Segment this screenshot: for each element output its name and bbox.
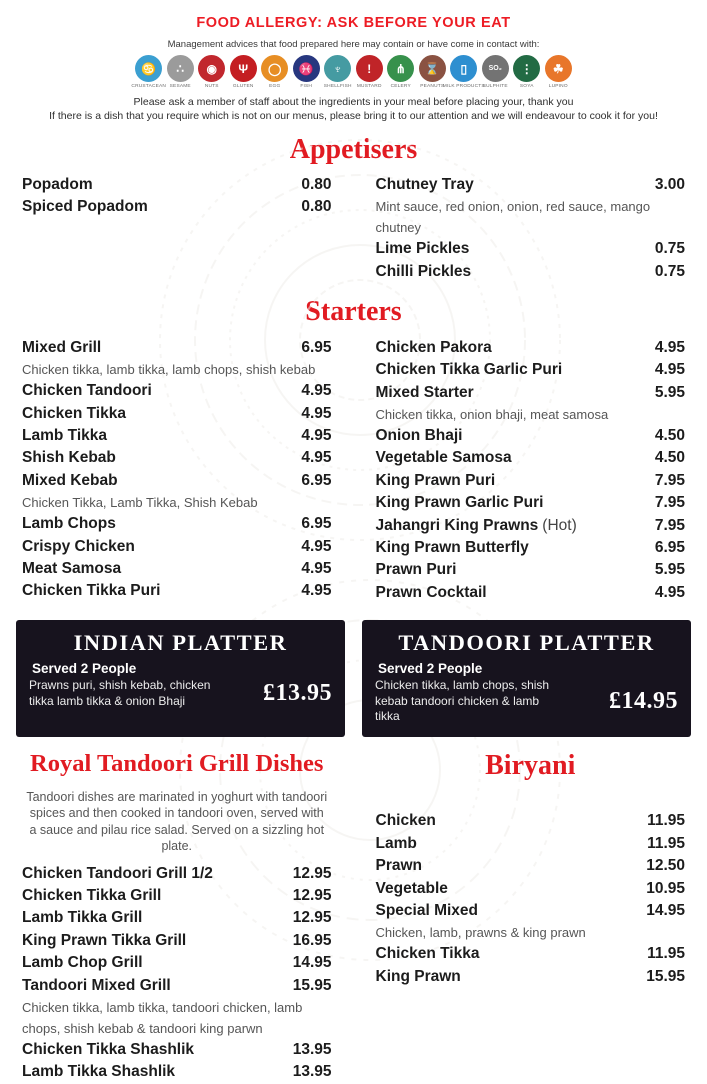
item-name: Lamb	[375, 834, 417, 852]
menu-item	[376, 492, 686, 514]
fish-icon: ♓	[293, 55, 320, 82]
item-name: Mixed Kebab	[22, 471, 118, 489]
menu-item	[376, 238, 686, 260]
menu-item	[376, 337, 686, 359]
allergen-row	[0, 55, 707, 89]
platter-price: £13.95	[263, 680, 332, 707]
allergen-label: CRUSTACEAN	[131, 84, 167, 89]
item-name: King Prawn Garlic Puri	[375, 494, 544, 512]
menu-item	[376, 470, 686, 492]
allergy-header	[0, 0, 707, 123]
item-price: 5.95	[654, 561, 685, 579]
menu-item	[22, 174, 332, 196]
item-price: 6.95	[654, 539, 685, 557]
allergen-label: SOYA	[519, 84, 534, 89]
item-name: Mixed Grill	[22, 338, 102, 356]
item-price: 4.95	[654, 361, 685, 379]
item-name: Lamb Tikka Shashlik	[22, 1063, 176, 1081]
crab-icon: ♋	[135, 55, 162, 82]
menu-item	[22, 930, 332, 952]
allergen-badge	[442, 55, 485, 89]
item-price: 3.00	[654, 175, 685, 193]
allergen-badge	[323, 55, 353, 89]
platter-served: Served 2 People	[378, 661, 483, 677]
sesame-icon: ∴	[167, 55, 194, 82]
allergen-label: MUSTARD	[356, 84, 382, 89]
soya-icon: ⋮	[513, 55, 540, 82]
item-name: Prawn	[375, 857, 423, 875]
allergy-note-2: If there is a dish that you require which is not on our menus, please bring it to our attention and we will endeavour to cook it for you!	[49, 109, 658, 122]
item-price: 4.95	[654, 583, 685, 601]
allergen-badge	[544, 55, 574, 89]
allergen-label: CELERY	[390, 84, 411, 89]
item-price: 12.50	[646, 857, 685, 875]
grill-section	[22, 751, 332, 1084]
menu-item	[22, 196, 332, 218]
item-price: 12.95	[292, 887, 332, 904]
platter-price: £14.95	[609, 687, 678, 714]
allergen-badge	[131, 55, 167, 89]
allergen-badge	[292, 55, 322, 89]
platter-box	[16, 620, 345, 736]
menu-item	[376, 425, 686, 447]
allergen-label: GLUTEN	[232, 84, 254, 89]
menu-item	[22, 580, 332, 602]
item-name: Lime Pickles	[375, 240, 470, 258]
item-name: Special Mixed	[375, 902, 479, 920]
item-name: Chicken Pakora	[375, 338, 492, 356]
menu-item	[376, 833, 686, 855]
allergy-notes	[0, 96, 707, 123]
item-name: Lamb Tikka Grill	[22, 909, 143, 927]
allergy-note-1: Please ask a member of staff about the ingredients in your meal before placing your, thank you	[133, 96, 574, 108]
peanut-icon: ⌛	[419, 55, 446, 82]
item-desc: Chicken tikka, onion bhaji, meat samosa	[375, 407, 609, 423]
allergen-label: FISH	[300, 84, 313, 89]
item-price: 6.95	[301, 515, 332, 533]
item-name: King Prawn Tikka Grill	[22, 931, 187, 949]
item-name: Vegetable	[375, 879, 448, 897]
item-name: Chilli Pickles	[375, 262, 472, 280]
item-desc: Chicken, lamb, prawns & king prawn	[375, 925, 586, 941]
allergen-label: EGG	[269, 84, 281, 89]
allergen-label: SULPHITE	[482, 84, 508, 89]
menu-item	[22, 975, 332, 1039]
allergen-badge	[355, 55, 385, 89]
menu-item	[22, 337, 332, 380]
menu-item	[376, 359, 686, 381]
allergen-label: LUPINO	[548, 84, 568, 89]
platter-title: INDIAN PLATTER	[73, 630, 288, 656]
item-price: 11.95	[647, 834, 685, 852]
item-desc: Chicken tikka, lamb tikka, lamb chops, shish kebab	[22, 362, 316, 378]
item-name: Shish Kebab	[22, 449, 116, 467]
platter-desc: Prawns puri, shish kebab, chicken tikka lamb tikka & onion Bhaji	[29, 678, 211, 708]
platter-boxes	[0, 620, 707, 736]
allergen-badge	[229, 55, 259, 89]
menu-item	[22, 447, 332, 469]
menu-item	[376, 855, 686, 877]
biryani-title: Biryani	[485, 749, 576, 781]
starters-right-column	[376, 337, 686, 604]
item-price: 0.75	[654, 262, 685, 280]
item-price: 5.95	[654, 383, 685, 401]
item-name: Meat Samosa	[22, 560, 122, 578]
allergen-badge	[260, 55, 290, 89]
sulphite-icon: SO₂	[482, 55, 509, 82]
item-name: Crispy Chicken	[22, 537, 135, 555]
item-name: Chicken Tikka Shashlik	[22, 1041, 195, 1059]
menu-item	[376, 515, 686, 537]
item-name: Chicken	[375, 812, 436, 830]
egg-icon: ◯	[261, 55, 288, 82]
menu-item	[22, 1039, 332, 1061]
allergen-label: SESAME	[169, 84, 191, 89]
item-price: 4.95	[301, 404, 332, 422]
allergen-badge	[166, 55, 196, 89]
shell-icon: ♆	[324, 55, 351, 82]
menu-item	[376, 559, 686, 581]
item-price: 13.95	[292, 1063, 332, 1081]
item-price: 12.95	[292, 909, 332, 927]
item-price: 6.95	[301, 338, 332, 356]
item-price: 7.95	[654, 516, 685, 534]
platter-served: Served 2 People	[32, 661, 137, 677]
item-desc: Chicken tikka, lamb tikka, tandoori chicken, lamb chops, shish kebab & tandoori king parwn	[22, 1000, 303, 1037]
menu-item	[22, 470, 332, 513]
item-price: 12.95	[292, 864, 332, 882]
item-name: King Prawn Butterfly	[375, 539, 529, 557]
item-name: Chicken Tikka	[22, 404, 126, 422]
menu-item	[22, 513, 332, 535]
menu-item	[22, 907, 332, 929]
lupin-icon: ☘	[545, 55, 572, 82]
item-price: 4.95	[301, 560, 332, 578]
celery-icon: ⋔	[387, 55, 414, 82]
item-price: 6.95	[301, 471, 332, 489]
item-price: 4.95	[301, 449, 332, 467]
item-price: 0.80	[301, 198, 332, 216]
item-name: Lamb Chop Grill	[22, 954, 143, 972]
allergen-badge	[197, 55, 227, 89]
biryani-section	[376, 751, 686, 1084]
item-price: 4.50	[654, 449, 685, 467]
menu-item	[376, 878, 686, 900]
item-name: Chutney Tray	[375, 175, 474, 193]
menu-item	[376, 382, 686, 425]
item-name: Onion Bhaji	[375, 427, 463, 445]
milk-bottle-icon: ▯	[450, 55, 477, 82]
nuts-icon: ◉	[198, 55, 225, 82]
item-name: Jahangri King Prawns	[375, 516, 539, 534]
item-price: 11.95	[647, 945, 685, 963]
allergy-title: FOOD ALLERGY: ASK BEFORE YOUR EAT	[196, 15, 511, 31]
menu-item	[22, 558, 332, 580]
item-name: Chicken Tandoori	[22, 382, 152, 400]
item-name: Lamb Chops	[22, 515, 116, 533]
item-price: 10.95	[646, 879, 685, 897]
item-name: Tandoori Mixed Grill	[22, 976, 171, 994]
item-note: (Hot)	[542, 516, 577, 534]
platter-box	[362, 620, 691, 736]
mustard-icon: !	[356, 55, 383, 82]
item-name: Chicken Tikka Garlic Puri	[375, 361, 563, 379]
menu-item	[376, 447, 686, 469]
allergen-badge	[386, 55, 416, 89]
item-price: 11.95	[647, 812, 685, 830]
grill-intro: Tandoori dishes are marinated in yoghurt with tandoori spices and then cooked in tandoori oven, served with a sauce and pilau rice salad. Served on a sizzling hot plate.	[26, 789, 328, 854]
item-price: 15.95	[646, 967, 685, 985]
biryani-list	[376, 810, 686, 988]
menu-item	[376, 900, 686, 943]
allergen-badge	[512, 55, 542, 89]
item-name: Chicken Tikka Puri	[22, 582, 161, 600]
item-price: 7.95	[654, 471, 685, 489]
item-price: 4.95	[301, 537, 332, 555]
item-price: 4.95	[301, 427, 332, 445]
wheat-icon: Ψ	[230, 55, 257, 82]
item-price: 7.95	[654, 494, 685, 512]
menu-item	[22, 380, 332, 402]
appetisers-left-column	[22, 174, 332, 283]
item-name: Vegetable Samosa	[375, 449, 512, 467]
allergen-label: NUTS	[204, 84, 219, 89]
menu-item	[22, 1061, 332, 1083]
menu-item	[22, 952, 332, 974]
item-desc: Mint sauce, red onion, onion, red sauce, mango chutney	[375, 199, 651, 236]
item-price: 15.95	[292, 976, 332, 994]
item-price: 0.80	[301, 175, 332, 193]
item-name: Lamb Tikka	[22, 427, 108, 445]
starters-left-column	[22, 337, 332, 604]
item-price: 4.95	[654, 338, 685, 356]
allergen-label: PEANUTS	[420, 84, 445, 89]
item-price: 4.95	[301, 382, 332, 400]
menu-item	[22, 885, 332, 907]
menu-item	[22, 403, 332, 425]
platter-title: TANDOORI PLATTER	[398, 630, 655, 656]
item-price: 16.95	[292, 931, 332, 949]
menu-item	[376, 810, 686, 832]
platter-desc: Chicken tikka, lamb chops, shish kebab tandoori chicken & lamb tikka	[375, 678, 550, 724]
appetisers-title: Appetisers	[289, 134, 418, 165]
item-price: 4.50	[654, 427, 685, 445]
item-price: 0.75	[654, 240, 685, 258]
menu-item	[376, 537, 686, 559]
menu-item	[376, 943, 686, 965]
allergen-label: SHELLFISH	[323, 84, 352, 89]
menu-item	[376, 261, 686, 283]
allergen-label: MILK PRODUCTS	[442, 84, 485, 89]
item-price: 4.95	[301, 582, 332, 600]
item-name: Chicken Tikka	[375, 945, 480, 963]
item-name: King Prawn Puri	[375, 471, 496, 489]
grill-title: Royal Tandoori Grill Dishes	[30, 749, 324, 777]
item-name: Prawn Puri	[375, 561, 457, 579]
allergen-badge	[481, 55, 511, 89]
menu-item	[376, 174, 686, 238]
item-name: Chicken Tandoori Grill 1/2	[22, 864, 213, 882]
menu-item	[22, 425, 332, 447]
item-name: Chicken Tikka Grill	[22, 887, 162, 904]
starters-title: Starters	[305, 296, 402, 328]
item-price: 14.95	[646, 902, 685, 920]
item-name: Popadom	[22, 175, 93, 193]
item-name: Spiced Popadom	[22, 198, 148, 216]
menu-item	[376, 582, 686, 604]
item-price: 13.95	[292, 1041, 332, 1059]
grill-list	[22, 863, 332, 1084]
item-price: 14.95	[292, 954, 332, 972]
item-name: King Prawn	[375, 967, 461, 985]
appetisers-right-column	[376, 174, 686, 283]
menu-item	[22, 863, 332, 885]
item-desc: Chicken Tikka, Lamb Tikka, Shish Kebab	[22, 495, 258, 511]
allergy-intro: Management advices that food prepared here may contain or have come in contact with:	[167, 39, 540, 50]
menu-item	[22, 536, 332, 558]
menu-item	[376, 966, 686, 988]
item-name: Prawn Cocktail	[375, 583, 487, 601]
item-name: Mixed Starter	[375, 383, 474, 401]
